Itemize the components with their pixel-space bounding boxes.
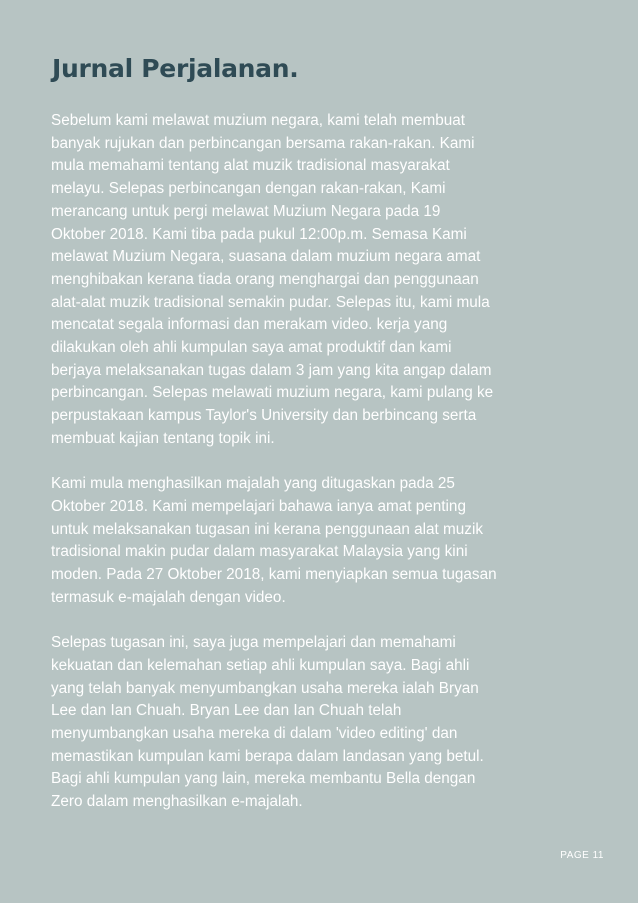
text-line: yang telah banyak menyumbangkan usaha mereka ialah Bryan — [51, 679, 479, 697]
text-line: kekuatan dan kelemahan setiap ahli kumpulan saya. Bagi ahli — [51, 656, 470, 674]
text-line: alat-alat muzik tradisional semakin pudar. Selepas itu, kami mula — [51, 293, 490, 311]
text-line: menghibakan kerana tiada orang menghargai dan penggunaan — [51, 270, 479, 288]
text-line: tradisional makin pudar dalam masyarakat Malaysia yang kini — [51, 543, 468, 561]
page-number: PAGE 11 — [560, 850, 604, 861]
text-line: perpustakaan kampus Taylor's University dan berbincang serta — [51, 407, 477, 425]
text-line: berjaya melaksanakan tugas dalam 3 jam yang kita angap dalam — [51, 361, 492, 379]
text-line: Selepas tugasan ini, saya juga mempelajari dan memahami — [51, 634, 456, 652]
text-line: memastikan kumpulan kami berapa dalam landasan yang betul. — [51, 747, 484, 765]
text-line: moden. Pada 27 Oktober 2018, kami menyiapkan semua tugasan — [51, 566, 497, 584]
text-line: perbincangan. Selepas melawati muzium negara, kami pulang ke — [51, 384, 494, 402]
text-line: Zero dalam menghasilkan e-majalah. — [51, 793, 303, 811]
text-line: mula memahami tentang alat muzik tradisional masyarakat — [51, 157, 450, 175]
paragraph-1 — [51, 110, 591, 451]
paragraph-3 — [51, 632, 591, 814]
text-line: Lee dan Ian Chuah. Bryan Lee dan Ian Chuah telah — [51, 702, 402, 720]
text-line: termasuk e-majalah dengan video. — [51, 588, 286, 606]
text-line: untuk melaksanakan tugasan ini kerana penggunaan alat muzik — [51, 520, 484, 538]
text-line: merancang untuk pergi melawat Muzium Negara pada 19 — [51, 202, 441, 220]
text-line: Oktober 2018. Kami tiba pada pukul 12:00p.m. Semasa Kami — [51, 225, 467, 243]
paragraph-2 — [51, 473, 591, 609]
page-title: Jurnal Perjalanan. — [52, 54, 299, 83]
text-line: Bagi ahli kumpulan yang lain, mereka membantu Bella dengan — [51, 770, 476, 788]
text-line: melawat Muzium Negara, suasana dalam muzium negara amat — [51, 248, 481, 266]
text-line: membuat kajian tentang topik ini. — [51, 429, 275, 447]
text-line: Kami mula menghasilkan majalah yang ditugaskan pada 25 — [51, 475, 455, 493]
text-line: menyumbangkan usaha mereka di dalam 'video editing' dan — [51, 724, 458, 742]
text-line: dilakukan oleh ahli kumpulan saya amat produktif dan kami — [51, 339, 452, 357]
text-line: Oktober 2018. Kami mempelajari bahawa ianya amat penting — [51, 497, 466, 515]
journal-body — [51, 110, 591, 836]
text-line: melayu. Selepas perbincangan dengan rakan-rakan, Kami — [51, 180, 446, 198]
text-line: banyak rujukan dan perbincangan bersama rakan-rakan. Kami — [51, 134, 475, 152]
text-line: mencatat segala informasi dan merakam video. kerja yang — [51, 316, 448, 334]
text-line: Sebelum kami melawat muzium negara, kami telah membuat — [51, 112, 466, 129]
